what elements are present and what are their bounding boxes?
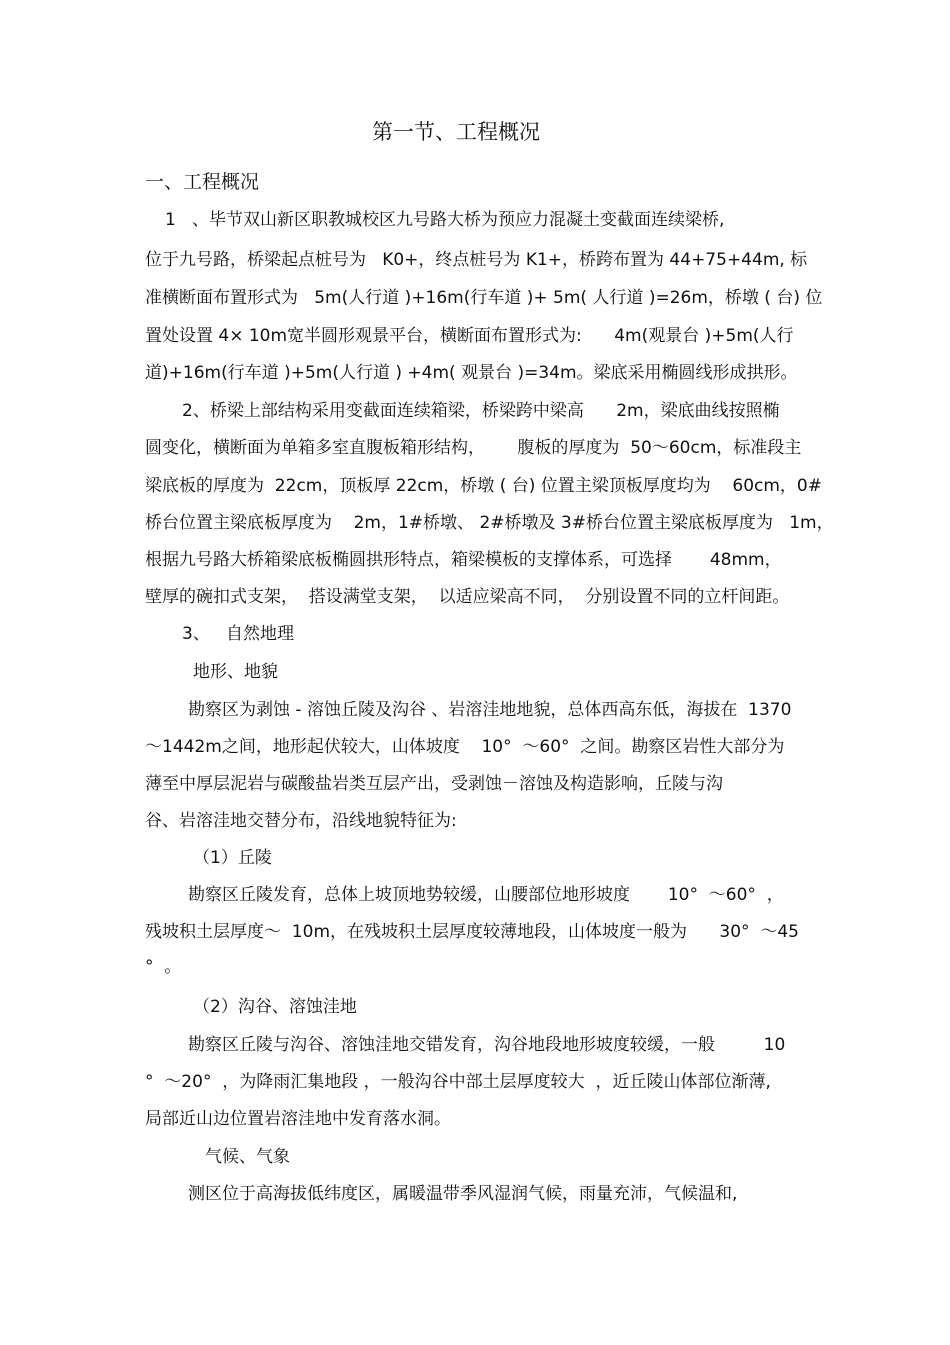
subheading-natural-geography: 3、 自然地理	[182, 624, 295, 644]
subheading-hills: （1）丘陵	[193, 848, 272, 868]
body-line: 2、桥梁上部结构采用变截面连续箱梁，桥梁跨中梁高 2m，梁底曲线按照椭	[182, 401, 780, 421]
body-line: ° ～20° ，为降雨汇集地段 ，一般沟谷中部土层厚度较大 ，近丘陵山体部位渐薄,	[145, 1072, 771, 1092]
body-line: 谷、岩溶洼地交替分布，沿线地貌特征为:	[145, 811, 457, 831]
body-line: 勘察区丘陵与沟谷、溶蚀洼地交错发育，沟谷地段地形坡度较缓，一般 10	[188, 1035, 786, 1055]
body-line: 壁厚的碗扣式支架， 搭设满堂支架， 以适应梁高不同， 分别设置不同的立杆间距。	[145, 587, 790, 607]
subheading-terrain: 地形、地貌	[193, 662, 278, 682]
body-line: 位于九号路，桥梁起点桩号为 K0+，终点桩号为 K1+，桥跨布置为 44+75+44m, 标	[145, 250, 808, 270]
body-line: 勘察区丘陵发育，总体上坡顶地势较缓，山腰部位地形坡度 10° ～60° ，	[188, 885, 784, 905]
body-line: 桥台位置主梁底板厚度为 2m，1#桥墩、 2#桥墩及 3#桥台位置主梁底板厚度为 1m，	[145, 513, 834, 533]
body-line: 局部近山边位置岩溶洼地中发育落水洞。	[145, 1109, 451, 1129]
body-line: 根据九号路大桥箱梁底板椭圆拱形特点，箱梁模板的支撑体系，可选择 48mm，	[145, 550, 782, 570]
subheading-climate: 气候、气象	[205, 1147, 290, 1167]
subheading-valleys: （2）沟谷、溶蚀洼地	[193, 997, 357, 1017]
body-line: 圆变化，横断面为单箱多室直腹板箱形结构， 腹板的厚度为 50～60cm，标准段主	[145, 438, 802, 458]
body-line: 准横断面布置形式为 5m(人行道 )+16m(行车道 )+ 5m( 人行道 )=26m，桥墩 ( 台) 位	[145, 288, 823, 308]
section-title: 第一节、工程概况	[372, 120, 540, 144]
body-line: 残坡积土层厚度～ 10m，在残坡积土层厚度较薄地段，山体坡度一般为 30° ～45	[145, 922, 799, 942]
body-line: 梁底板的厚度为 22cm，顶板厚 22cm，桥墩 ( 台) 位置主梁顶板厚度均为 60cm，0#	[145, 476, 822, 496]
body-line: 勘察区为剥蚀 - 溶蚀丘陵及沟谷 、岩溶洼地地貌，总体西高东低，海拔在 1370	[188, 700, 792, 720]
body-line: 1 、毕节双山新区职教城校区九号路大桥为预应力混凝土变截面连续梁桥,	[165, 210, 725, 230]
body-line: ° 。	[145, 957, 182, 977]
body-line: ～1442m之间，地形起伏较大，山体坡度 10° ～60° 之间。勘察区岩性大部分为	[145, 737, 785, 757]
heading-overview: 一、工程概况	[145, 171, 260, 193]
body-line: 道)+16m(行车道 )+5m(人行道 ) +4m( 观景台 )=34m。梁底采用椭圆线形成拱形。	[145, 363, 798, 383]
body-line: 薄至中厚层泥岩与碳酸盐岩类互层产出，受剥蚀－溶蚀及构造影响，丘陵与沟	[145, 774, 723, 794]
body-line: 测区位于高海拔低纬度区，属暖温带季风湿润气候，雨量充沛，气候温和,	[188, 1184, 738, 1204]
body-line: 置处设置 4× 10m宽半圆形观景平台，横断面布置形式为: 4m(观景台 )+5m(人行	[145, 326, 794, 346]
